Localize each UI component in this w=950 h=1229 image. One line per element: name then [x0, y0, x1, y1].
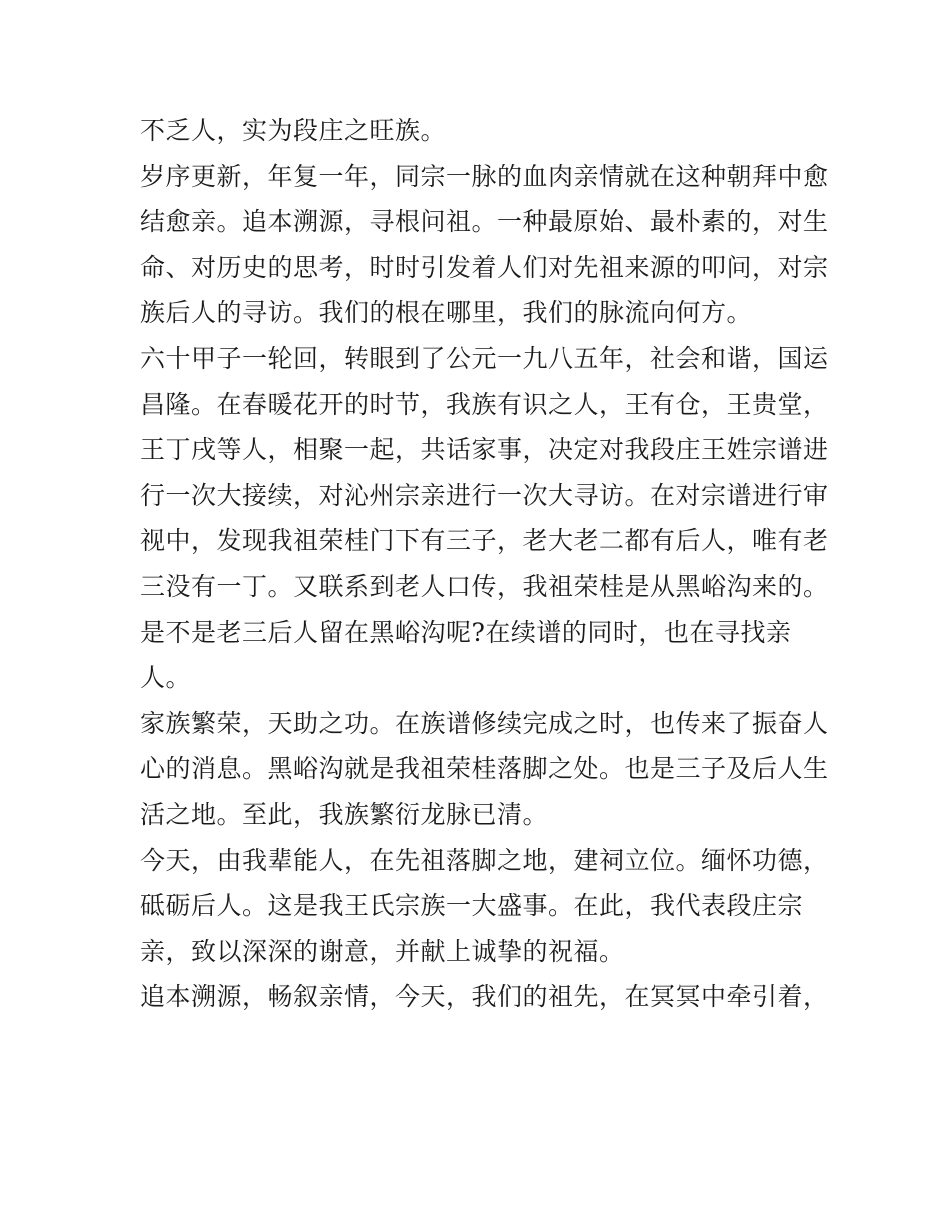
text-line: 族后人的寻访。我们的根在哪里，我们的脉流向何方。: [140, 298, 753, 328]
text-line: 视中，发现我祖荣桂门下有三子，老大老二都有后人，唯有老: [140, 526, 829, 556]
text-line: 行一次大接续，对沁州宗亲进行一次大寻访。在对宗谱进行审: [140, 480, 829, 510]
text-line: 岁序更新，年复一年，同宗一脉的血肉亲情就在这种朝拜中愈: [140, 161, 829, 191]
text-line: 砥砺后人。这是我王氏宗族一大盛事。在此，我代表段庄宗: [140, 891, 804, 921]
text-line: 结愈亲。追本溯源，寻根问祖。一种最原始、最朴素的，对生: [140, 207, 829, 237]
text-line: 是不是老三后人留在黑峪沟呢?在续谱的同时，也在寻找亲: [140, 617, 792, 647]
text-line: 追本溯源，畅叙亲情，今天，我们的祖先，在冥冥中牵引着，: [140, 982, 829, 1012]
text-line: 人。: [140, 663, 192, 693]
text-line: 王丁戌等人，相聚一起，共话家事，决定对我段庄王姓宗谱进: [140, 435, 829, 465]
document-body: [140, 108, 829, 1020]
text-line: 命、对历史的思考，时时引发着人们对先祖来源的叩问，对宗: [140, 252, 829, 282]
text-line: 今天，由我辈能人，在先祖落脚之地，建祠立位。缅怀功德，: [140, 845, 829, 875]
text-line: 不乏人，实为段庄之旺族。: [140, 116, 447, 145]
text-line: 活之地。至此，我族繁衍龙脉已清。: [140, 799, 549, 829]
text-line: 家族繁荣，天助之功。在族谱修续完成之时，也传来了振奋人: [140, 708, 829, 738]
text-line: 昌隆。在春暖花开的时节，我族有识之人，王有仓，王贵堂，: [140, 389, 829, 419]
text-line: 六十甲子一轮回，转眼到了公元一九八五年，社会和谐，国运: [140, 343, 829, 373]
text-line: 心的消息。黑峪沟就是我祖荣桂落脚之处。也是三子及后人生: [140, 754, 829, 784]
text-line: 三没有一丁。又联系到老人口传，我祖荣桂是从黑峪沟来的。: [140, 571, 829, 601]
text-line: 亲，致以深深的谢意，并献上诚挚的祝福。: [140, 936, 625, 966]
